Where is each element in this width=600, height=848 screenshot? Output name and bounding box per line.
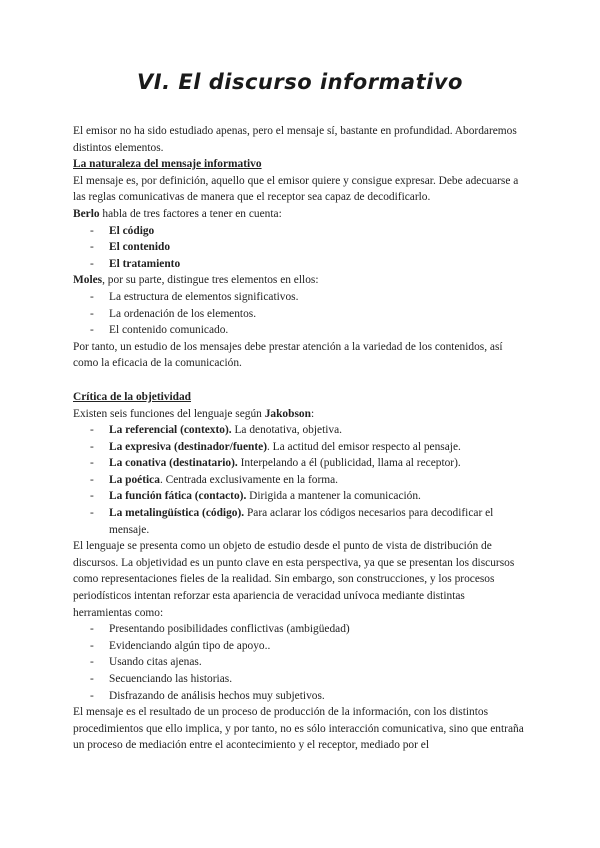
function-name: La metalingüística (código).	[109, 507, 245, 520]
list-item	[73, 455, 525, 472]
function-name: La conativa (destinatario).	[109, 457, 238, 470]
mediation-paragraph: El mensaje es el resultado de un proceso de producción de la información, con los distintos procedimientos que ello implica, y por tanto, no es sólo interacción comunicativa, sino que entraña un proceso de mediación entre el acontecimiento y el receptor, mediado por el	[73, 706, 524, 752]
moles-list	[73, 289, 525, 339]
list-item	[73, 439, 525, 456]
function-desc: Interpelando a él (publicidad, llama al receptor).	[237, 457, 461, 470]
list-item-text: El contenido	[109, 241, 171, 254]
naturaleza-paragraph: El mensaje es, por definición, aquello que el emisor quiere y consigue expresar. Debe adecuarse a las reglas comunicativas de manera que el receptor sea capaz de decodificarlo.	[73, 174, 519, 204]
list-item-text: El código	[109, 224, 155, 237]
tools-list	[73, 621, 525, 704]
function-desc: . Centrada exclusivamente en la forma.	[159, 473, 338, 486]
section-heading-critica: Crítica de la objetividad	[73, 390, 192, 403]
jakobson-post: :	[310, 407, 315, 420]
function-name: La expresiva (destinador/fuente)	[109, 440, 267, 453]
moles-name: Moles	[73, 274, 103, 287]
list-item: - La estructura de elementos significativos.	[73, 289, 525, 306]
list-item: - Secuenciando las historias.	[73, 671, 525, 688]
function-desc: . La actitud del emisor respecto al pensaje.	[266, 440, 461, 453]
document-body	[73, 123, 525, 754]
list-item	[73, 488, 525, 505]
berlo-name: Berlo	[73, 207, 100, 220]
list-item-text: El tratamiento	[109, 257, 181, 270]
berlo-paragraph	[73, 206, 525, 223]
functions-list	[73, 422, 525, 538]
list-item	[73, 256, 525, 273]
function-name: La referencial (contexto).	[109, 424, 232, 437]
section-heading-naturaleza: La naturaleza del mensaje informativo	[73, 158, 262, 171]
list-item: - El contenido comunicado.	[73, 322, 525, 339]
moles-paragraph	[73, 272, 525, 289]
discourse-paragraph: El lenguaje se presenta como un objeto de estudio desde el punto de vista de distribución de discursos. La objetividad es un punto clave en esta perspectiva, ya que se presentan los discursos como representaciones fieles de la realidad. Sin embargo, son construcciones, y los procesos periodísticos intentan reforzar esta apariencia de veracidad unívoca mediante distintas herramientas como:	[73, 540, 515, 619]
list-item	[73, 422, 525, 439]
list-item: - La ordenación de los elementos.	[73, 306, 525, 323]
list-item	[73, 223, 525, 240]
intro-paragraph: El emisor no ha sido estudiado apenas, pero el mensaje sí, bastante en profundidad. Abordaremos distintos elementos.	[73, 125, 517, 154]
berlo-text: habla de tres factores a tener en cuenta:	[99, 207, 282, 220]
list-item	[73, 472, 525, 489]
jakobson-name: Jakobson	[264, 407, 311, 420]
jakobson-pre: Existen seis funciones del lenguaje según	[73, 407, 265, 420]
section-spacer	[73, 372, 525, 389]
list-item: - Presentando posibilidades conflictivas (ambigüedad)	[73, 621, 525, 638]
conclusion-paragraph: Por tanto, un estudio de los mensajes debe prestar atención a la variedad de los contenidos, así como la eficacia de la comunicación.	[73, 340, 503, 370]
function-desc: Para aclarar los códigos necesarios para decodificar el mensaje.	[109, 507, 494, 536]
function-desc: Dirigida a mantener la comunicación.	[246, 490, 421, 503]
jakobson-paragraph	[73, 406, 525, 423]
function-name: La poética	[109, 473, 160, 486]
page-title: VI. El discurso informativo	[137, 70, 463, 94]
moles-text: , por su parte, distingue tres elementos en ellos:	[102, 274, 319, 287]
list-item	[73, 239, 525, 256]
list-item: - Usando citas ajenas.	[73, 654, 525, 671]
function-name: La función fática (contacto).	[109, 490, 247, 503]
function-desc: La denotativa, objetiva.	[231, 424, 343, 437]
list-item: - Disfrazando de análisis hechos muy subjetivos.	[73, 688, 525, 705]
berlo-list	[73, 223, 525, 273]
list-item	[73, 505, 525, 538]
list-item: - Evidenciando algún tipo de apoyo..	[73, 638, 525, 655]
